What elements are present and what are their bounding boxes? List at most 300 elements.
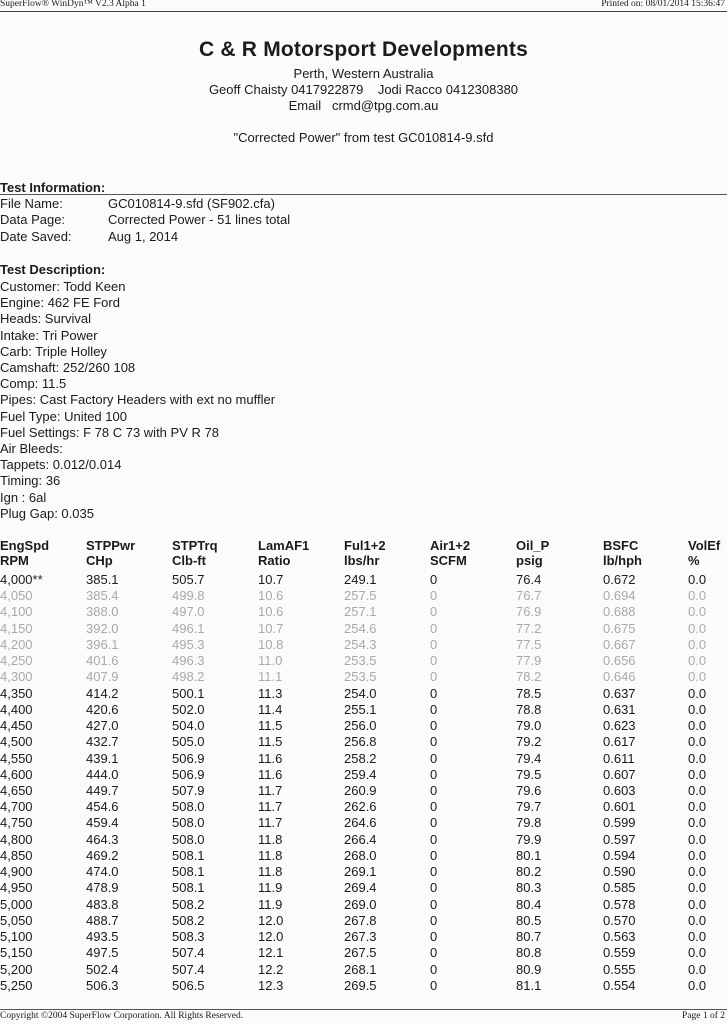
table-cell: 4,300 [0, 669, 33, 685]
table-cell: 507.9 [172, 782, 205, 798]
table-cell: 464.3 [86, 831, 119, 847]
table-cell: 258.2 [344, 750, 377, 766]
column-header-name: Ful1+2 [344, 538, 386, 553]
column-header-unit: CHp [86, 553, 113, 568]
test-info-value: GC010814-9.sfd (SF902.cfa) [108, 196, 275, 211]
column-header-unit: Clb-ft [172, 553, 206, 568]
column-header [430, 538, 470, 568]
software-version: SuperFlow® WinDyn™ V2.3 Alpha 1 [0, 0, 146, 9]
test-info-label: Date Saved: [0, 229, 72, 244]
page-number: Page 1 of 2 [681, 1011, 725, 1021]
table-cell: 474.0 [86, 864, 119, 880]
column-header-unit: SCFM [430, 553, 467, 568]
table-cell: 10.7 [258, 620, 284, 636]
table-cell: 11.5 [258, 734, 283, 750]
table-cell: 508.0 [172, 799, 205, 815]
table-cell: 4,650 [0, 782, 33, 798]
test-description-line: Heads: Survival [0, 311, 92, 327]
test-description-line: Fuel Settings: F 78 C 73 with PV R 78 [0, 424, 219, 440]
table-cell: 269.4 [344, 880, 377, 896]
table-cell: 0 [430, 718, 438, 734]
table-cell: 496.1 [172, 620, 205, 636]
table-cell: 76.9 [516, 604, 542, 620]
table-cell: 267.8 [344, 912, 377, 928]
company-location: Perth, Western Australia [293, 66, 434, 81]
table-cell: 11.7 [258, 782, 283, 798]
table-cell: 0 [430, 750, 438, 766]
test-description-line: Customer: Todd Keen [0, 279, 126, 294]
table-cell: 498.2 [172, 669, 205, 685]
footer-divider [0, 1009, 727, 1010]
table-cell: 12.0 [258, 929, 284, 945]
table-cell: 496.3 [172, 653, 205, 669]
column-header [516, 538, 549, 568]
table-cell: 257.5 [344, 588, 377, 604]
table-cell: 268.1 [344, 961, 377, 977]
table-cell: 10.7 [258, 572, 284, 587]
printed-date: 08/01/2014 [645, 0, 689, 9]
table-cell: 0.631 [603, 701, 636, 717]
table-cell: 495.3 [172, 636, 205, 652]
table-cell: 0.585 [603, 880, 636, 896]
table-cell: 4,000** [0, 572, 43, 587]
table-cell: 256.8 [344, 734, 377, 750]
table-cell: 0.0 [688, 653, 707, 669]
table-cell: 11.1 [258, 669, 283, 685]
test-info-value: Aug 1, 2014 [108, 229, 179, 244]
table-cell: 11.6 [258, 750, 283, 766]
table-cell: 392.0 [86, 620, 119, 636]
column-header-unit: lbs/hr [344, 553, 380, 568]
table-cell: 4,400 [0, 701, 33, 717]
column-header-unit: Ratio [258, 553, 291, 568]
table-cell: 0.0 [688, 685, 707, 701]
table-cell: 4,050 [0, 588, 33, 604]
table-cell: 5,150 [0, 945, 33, 961]
table-cell: 0.667 [603, 636, 636, 652]
table-cell: 0 [430, 588, 438, 604]
table-cell: 80.2 [516, 864, 542, 880]
table-cell: 483.8 [86, 896, 119, 912]
column-header-name: LamAF1 [258, 538, 310, 553]
table-cell: 79.5 [516, 766, 542, 782]
table-cell: 0 [430, 782, 438, 798]
test-description-line: Air Bleeds: [0, 441, 63, 456]
table-cell: 0.617 [603, 734, 636, 750]
table-cell: 0 [430, 653, 438, 669]
column-header [688, 538, 720, 568]
table-cell: 4,800 [0, 831, 33, 847]
table-cell: 508.1 [172, 864, 205, 880]
table-cell: 76.7 [516, 588, 542, 604]
table-cell: 508.2 [172, 912, 205, 928]
table-cell: 79.8 [516, 815, 542, 831]
table-cell: 407.9 [86, 669, 119, 685]
table-cell: 0.578 [603, 896, 636, 912]
table-cell: 508.0 [172, 831, 205, 847]
table-cell: 4,100 [0, 604, 33, 620]
table-cell: 79.7 [516, 799, 542, 815]
table-cell: 0.0 [688, 912, 707, 928]
table-cell: 78.5 [516, 685, 542, 701]
table-cell: 0.0 [688, 977, 707, 993]
table-cell: 401.6 [86, 653, 119, 669]
table-cell: 0.601 [603, 799, 636, 815]
report-title: "Corrected Power" from test GC010814-9.sfd [233, 130, 494, 145]
table-cell: 499.8 [172, 588, 205, 604]
table-cell: 0.0 [688, 750, 707, 766]
table-cell: 0.0 [688, 669, 707, 685]
test-description-line: Carb: Triple Holley [0, 343, 107, 359]
table-cell: 0.0 [688, 572, 707, 587]
table-cell: 459.4 [86, 815, 119, 831]
table-cell: 388.0 [86, 604, 119, 620]
column-header-unit: psig [516, 553, 543, 568]
table-cell: 4,450 [0, 718, 33, 734]
column-header-unit: lb/hph [603, 553, 642, 568]
column-header-name: STPTrq [172, 538, 218, 553]
company-name: C & R Motorsport Developments [199, 38, 528, 61]
table-cell: 507.4 [172, 945, 205, 961]
table-cell: 267.5 [344, 945, 377, 961]
table-cell: 4,550 [0, 750, 33, 766]
table-cell: 0.597 [603, 831, 636, 847]
printed-label: Printed on: [601, 0, 644, 9]
column-header-name: BSFC [603, 538, 639, 553]
header-divider [0, 11, 727, 12]
table-cell: 11.4 [258, 701, 283, 717]
column-header-unit: % [688, 553, 700, 568]
table-cell: 0.607 [603, 766, 636, 782]
table-cell: 0 [430, 701, 438, 717]
test-description-line: Engine: 462 FE Ford [0, 295, 120, 311]
table-cell: 420.6 [86, 701, 119, 717]
table-cell: 80.8 [516, 945, 542, 961]
table-cell: 80.1 [516, 847, 542, 863]
table-cell: 10.6 [258, 604, 284, 620]
table-cell: 0.0 [688, 880, 707, 896]
table-cell: 0 [430, 831, 438, 847]
table-cell: 0 [430, 896, 438, 912]
table-cell: 256.0 [344, 718, 377, 734]
table-cell: 432.7 [86, 734, 119, 750]
company-contacts: Geoff Chaisty 0417922879 Jodi Racco 0412308380 [208, 82, 519, 97]
test-info-row [0, 229, 178, 244]
table-cell: 269.5 [344, 977, 377, 993]
test-description-line: Intake: Tri Power [0, 327, 98, 343]
table-cell: 11.5 [258, 718, 283, 734]
table-cell: 0.0 [688, 718, 707, 734]
table-cell: 262.6 [344, 799, 377, 815]
table-cell: 500.1 [172, 685, 205, 701]
table-cell: 0.0 [688, 604, 707, 620]
table-cell: 0.559 [603, 945, 636, 961]
table-cell: 249.1 [344, 572, 377, 587]
test-description-heading: Test Description: [0, 262, 106, 277]
table-cell: 0.0 [688, 734, 707, 750]
table-cell: 0.0 [688, 620, 707, 636]
table-cell: 505.7 [172, 572, 205, 587]
table-cell: 488.7 [86, 912, 119, 928]
table-cell: 12.0 [258, 912, 284, 928]
table-cell: 5,050 [0, 912, 33, 928]
table-cell: 0 [430, 669, 438, 685]
table-cell: 0 [430, 636, 438, 652]
table-cell: 505.0 [172, 734, 205, 750]
test-description-line: Pipes: Cast Factory Headers with ext no muffler [0, 392, 276, 408]
table-cell: 79.2 [516, 734, 542, 750]
table-cell: 10.6 [258, 588, 284, 604]
table-cell: 0.637 [603, 685, 636, 701]
table-cell: 11.7 [258, 815, 283, 831]
table-cell: 508.1 [172, 880, 205, 896]
table-cell: 0 [430, 977, 438, 993]
table-cell: 0 [430, 880, 438, 896]
table-cell: 4,350 [0, 685, 33, 701]
table-cell: 254.3 [344, 636, 377, 652]
table-cell: 506.5 [172, 977, 205, 993]
table-cell: 0.0 [688, 929, 707, 945]
table-cell: 0 [430, 620, 438, 636]
table-cell: 11.6 [258, 766, 283, 782]
table-cell: 11.8 [258, 864, 283, 880]
table-cell: 5,100 [0, 929, 33, 945]
table-cell: 4,150 [0, 620, 33, 636]
table-cell: 449.7 [86, 782, 119, 798]
table-cell: 269.0 [344, 896, 377, 912]
table-cell: 257.1 [344, 604, 377, 620]
test-info-row [0, 196, 275, 211]
table-cell: 76.4 [516, 572, 542, 587]
table-cell: 0.672 [603, 572, 636, 587]
table-cell: 5,200 [0, 961, 33, 977]
table-cell: 0.0 [688, 636, 707, 652]
column-header [344, 538, 386, 568]
test-description-line: Ign : 6al [0, 489, 47, 505]
table-cell: 493.5 [86, 929, 119, 945]
table-cell: 0.675 [603, 620, 636, 636]
table-cell: 11.8 [258, 831, 283, 847]
table-cell: 497.0 [172, 604, 205, 620]
column-header-name: EngSpd [0, 538, 50, 553]
table-cell: 79.4 [516, 750, 542, 766]
table-cell: 80.4 [516, 896, 542, 912]
table-cell: 504.0 [172, 718, 205, 734]
table-cell: 444.0 [86, 766, 119, 782]
table-cell: 11.9 [258, 880, 283, 896]
table-cell: 253.5 [344, 653, 377, 669]
column-header-name: VolEf [688, 538, 721, 553]
table-cell: 266.4 [344, 831, 377, 847]
table-cell: 4,600 [0, 766, 33, 782]
test-info-value: Corrected Power - 51 lines total [108, 212, 291, 227]
test-information-heading: Test Information: [0, 180, 106, 195]
table-cell: 508.0 [172, 815, 205, 831]
printed-time: 15:36:47 [691, 0, 725, 9]
table-cell: 0.646 [603, 669, 636, 685]
table-cell: 268.0 [344, 847, 377, 863]
table-cell: 0.0 [688, 799, 707, 815]
table-cell: 0 [430, 815, 438, 831]
table-cell: 0.599 [603, 815, 636, 831]
table-cell: 255.1 [344, 701, 377, 717]
table-cell: 4,700 [0, 799, 33, 815]
table-cell: 78.2 [516, 669, 542, 685]
table-cell: 5,000 [0, 896, 33, 912]
table-cell: 81.1 [516, 977, 542, 993]
table-cell: 11.8 [258, 847, 283, 863]
column-header [86, 538, 135, 568]
table-cell: 0 [430, 734, 438, 750]
table-cell: 497.5 [86, 945, 119, 961]
table-cell: 0 [430, 766, 438, 782]
table-cell: 4,900 [0, 864, 33, 880]
table-cell: 0.603 [603, 782, 636, 798]
table-cell: 77.2 [516, 620, 542, 636]
test-info-row [0, 212, 290, 227]
table-cell: 427.0 [86, 718, 119, 734]
test-description-line: Camshaft: 252/260 108 [0, 360, 136, 375]
table-cell: 0.611 [603, 750, 635, 766]
table-cell: 507.4 [172, 961, 205, 977]
table-cell: 469.2 [86, 847, 119, 863]
table-cell: 0.554 [603, 977, 636, 993]
table-cell: 508.3 [172, 929, 205, 945]
table-cell: 4,500 [0, 734, 33, 750]
table-cell: 478.9 [86, 880, 119, 896]
company-email: Email crmd@tpg.com.au [288, 98, 439, 113]
table-cell: 0.590 [603, 864, 636, 880]
table-cell: 80.3 [516, 880, 542, 896]
table-cell: 0.0 [688, 961, 707, 977]
table-cell: 506.9 [172, 750, 205, 766]
table-cell: 0.0 [688, 847, 707, 863]
table-cell: 79.9 [516, 831, 542, 847]
table-cell: 78.8 [516, 701, 542, 717]
table-cell: 0.594 [603, 847, 636, 863]
printed-on [601, 0, 725, 9]
test-description-line: Comp: 11.5 [0, 376, 67, 392]
table-cell: 0 [430, 799, 438, 815]
table-cell: 12.1 [258, 945, 284, 961]
table-cell: 0.570 [603, 912, 636, 928]
table-cell: 0.694 [603, 588, 636, 604]
table-cell: 0 [430, 961, 438, 977]
table-cell: 260.9 [344, 782, 377, 798]
table-cell: 385.4 [86, 588, 119, 604]
column-header-name: Air1+2 [430, 538, 471, 553]
table-cell: 11.3 [258, 685, 283, 701]
table-cell: 0.0 [688, 864, 707, 880]
table-cell: 0 [430, 929, 438, 945]
copyright: Copyright ©2004 SuperFlow Corporation. All Rights Reserved. [0, 1011, 244, 1021]
table-cell: 0.555 [603, 961, 636, 977]
table-cell: 77.5 [516, 636, 542, 652]
table-cell: 0 [430, 572, 438, 587]
table-cell: 264.6 [344, 815, 377, 831]
table-cell: 77.9 [516, 653, 542, 669]
table-cell: 0 [430, 945, 438, 961]
table-cell: 0 [430, 864, 438, 880]
table-cell: 4,750 [0, 815, 33, 831]
table-cell: 0.0 [688, 701, 707, 717]
table-cell: 0.0 [688, 766, 707, 782]
table-cell: 0.0 [688, 588, 707, 604]
table-cell: 269.1 [344, 864, 377, 880]
table-cell: 10.8 [258, 636, 284, 652]
column-header [603, 538, 642, 568]
table-cell: 5,250 [0, 977, 33, 993]
column-header [258, 538, 309, 568]
table-cell: 11.7 [258, 799, 283, 815]
table-cell: 12.2 [258, 961, 284, 977]
table-cell: 0.688 [603, 604, 636, 620]
test-information-divider [0, 194, 727, 195]
table-cell: 0.656 [603, 653, 636, 669]
test-description-line: Plug Gap: 0.035 [0, 505, 94, 521]
table-cell: 0 [430, 685, 438, 701]
column-header [172, 538, 218, 568]
column-header-name: Oil_P [516, 538, 550, 553]
table-cell: 506.9 [172, 766, 205, 782]
table-cell: 4,200 [0, 636, 33, 652]
table-cell: 0 [430, 604, 438, 620]
table-cell: 0.0 [688, 945, 707, 961]
column-header-unit: RPM [0, 553, 29, 568]
table-cell: 11.0 [258, 653, 283, 669]
table-cell: 12.3 [258, 977, 284, 993]
table-cell: 79.6 [516, 782, 542, 798]
table-cell: 267.3 [344, 929, 377, 945]
table-cell: 254.6 [344, 620, 377, 636]
table-cell: 80.9 [516, 961, 542, 977]
table-cell: 396.1 [86, 636, 119, 652]
table-cell: 4,850 [0, 847, 33, 863]
column-header-name: STPPwr [86, 538, 136, 553]
column-header [0, 538, 49, 568]
table-cell: 4,950 [0, 880, 33, 896]
test-description-line: Tappets: 0.012/0.014 [0, 457, 122, 473]
table-cell: 253.5 [344, 669, 377, 685]
table-cell: 506.3 [86, 977, 119, 993]
test-info-label: File Name: [0, 196, 63, 211]
table-cell: 0 [430, 912, 438, 928]
table-cell: 0.0 [688, 815, 707, 831]
table-cell: 79.0 [516, 718, 542, 734]
table-cell: 439.1 [86, 750, 119, 766]
table-cell: 385.1 [86, 572, 119, 587]
table-cell: 0.0 [688, 782, 707, 798]
test-info-label: Data Page: [0, 212, 66, 227]
table-cell: 0 [430, 847, 438, 863]
table-cell: 0.623 [603, 718, 636, 734]
table-cell: 508.1 [172, 847, 205, 863]
test-description-line: Fuel Type: United 100 [0, 408, 127, 424]
table-cell: 259.4 [344, 766, 377, 782]
table-cell: 502.4 [86, 961, 119, 977]
table-cell: 80.7 [516, 929, 542, 945]
table-cell: 4,250 [0, 653, 33, 669]
test-description-line: Timing: 36 [0, 473, 61, 489]
table-cell: 0.0 [688, 831, 707, 847]
table-cell: 80.5 [516, 912, 542, 928]
table-cell: 254.0 [344, 685, 377, 701]
table-cell: 502.0 [172, 701, 205, 717]
table-cell: 508.2 [172, 896, 205, 912]
table-cell: 0.0 [688, 896, 707, 912]
table-cell: 414.2 [86, 685, 119, 701]
table-cell: 454.6 [86, 799, 119, 815]
